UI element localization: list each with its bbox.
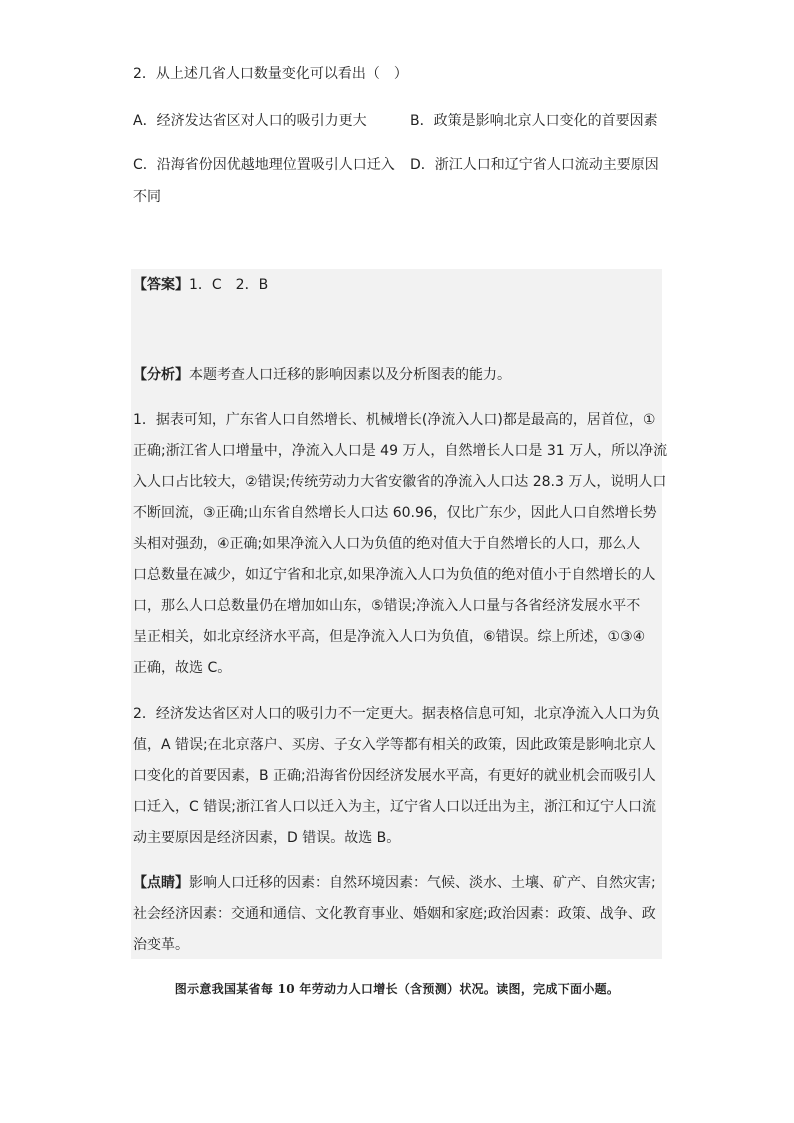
- analysis-p1-line-9: 正确，故选 C。: [133, 660, 232, 676]
- analysis-p1-line-7: 口，那么人口总数量仍在增加如山东，⑤错误;净流入人口量与各省经济发展水平不: [133, 598, 641, 614]
- analysis-intro-line: [133, 365, 511, 385]
- tip-line-3: 治变革。: [133, 937, 189, 953]
- question-stem: 2．从上述几省人口数量变化可以看出（ ）: [133, 66, 408, 82]
- option-b: B．政策是影响北京人口变化的首要因素: [410, 113, 658, 129]
- analysis-p2-line-1: 2．经济发达省区对人口的吸引力不一定更大。据表格信息可知，北京净流入人口为负: [133, 706, 660, 722]
- figure-caption: 图示意我国某省每 10 年劳动力人口增长（含预测）状况。读图，完成下面小题。: [174, 982, 620, 996]
- analysis-p1-line-3: 入人口占比较大，②错误;传统劳动力大省安徽省的净流入人口达 28.3 万人，说明人口: [133, 474, 667, 490]
- tip-line-1: [133, 873, 656, 893]
- analysis-p1-line-5: 头相对强劲，④正确;如果净流入人口为负值的绝对值大于自然增长的人口，那么人: [133, 536, 641, 552]
- analysis-p1-line-6: 口总数量在减少，如辽宁省和北京,如果净流入人口为负值的绝对值小于自然增长的人: [133, 567, 656, 583]
- tip-tag: 【点睛】: [133, 875, 189, 891]
- analysis-p1-line-4: 不断回流，③正确;山东省自然增长人口达 60.96，仅比广东少，因此人口自然增长势: [133, 505, 657, 521]
- answer-text: 1．C 2．B: [189, 277, 269, 293]
- analysis-intro: 本题考查人口迁移的影响因素以及分析图表的能力。: [189, 367, 511, 383]
- option-d-continuation: 不同: [133, 189, 161, 205]
- analysis-p2-line-4: 口迁入，C 错误;浙江省人口以迁入为主，辽宁省人口以迁出为主，浙江和辽宁人口流: [133, 799, 656, 815]
- analysis-tag: 【分析】: [133, 367, 189, 383]
- answer-analysis-box: [131, 269, 668, 959]
- option-c: C．沿海省份因优越地理位置吸引人口迁入: [133, 157, 395, 173]
- analysis-p2-line-3: 口变化的首要因素，B 正确;沿海省份因经济发展水平高，有更好的就业机会而吸引人: [133, 768, 656, 784]
- analysis-p1-line-2: 正确;浙江省人口增量中，净流入人口是 49 万人，自然增长人口是 31 万人，所以净流: [133, 443, 668, 459]
- analysis-p2-line-2: 值，A 错误;在北京落户、买房、子女入学等都有相关的政策，因此政策是影响北京人: [133, 737, 656, 753]
- analysis-p2-line-5: 动主要原因是经济因素，D 错误。故选 B。: [133, 830, 401, 846]
- analysis-p1-line-8: 呈正相关，如北京经济水平高，但是净流入人口为负值，⑥错误。综上所述，①③④: [133, 629, 646, 645]
- answer-line: [133, 275, 268, 295]
- tip-line-2: 社会经济因素：交通和通信、文化教育事业、婚姻和家庭;政治因素：政策、战争、政: [133, 906, 656, 922]
- analysis-p1-line-1: 1．据表可知，广东省人口自然增长、机械增长(净流入人口)都是最高的，居首位，①: [133, 412, 656, 428]
- answer-tag: 【答案】: [133, 277, 189, 293]
- tip-text-1: 影响人口迁移的因素：自然环境因素：气候、淡水、土壤、矿产、自然灾害;: [189, 875, 656, 891]
- option-d: D．浙江人口和辽宁省人口流动主要原因: [410, 157, 659, 173]
- option-a: A．经济发达省区对人口的吸引力更大: [133, 113, 367, 129]
